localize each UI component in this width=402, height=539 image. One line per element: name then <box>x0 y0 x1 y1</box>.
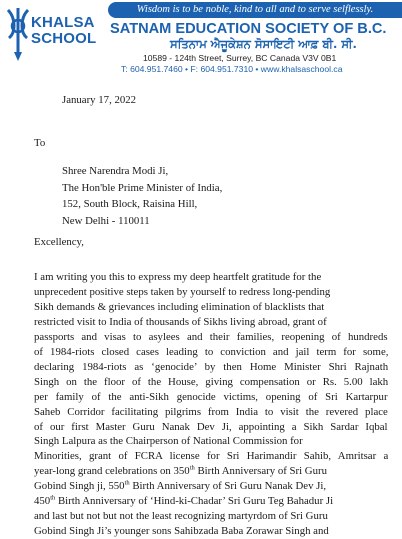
recipient-address <box>62 163 222 229</box>
body-text: Birth Anniversary of Sri Guru <box>194 465 327 478</box>
organization-address: 10589 - 124th Street, Surrey, BC Canada V3V 0B1 <box>143 53 337 63</box>
body-line <box>34 300 388 315</box>
body-line <box>34 420 388 435</box>
recipient-line: The Hon'ble Prime Minister of India, <box>62 181 223 194</box>
body-line <box>34 345 388 360</box>
motto-banner <box>108 2 402 18</box>
body-line <box>34 509 388 524</box>
body-line <box>34 464 388 479</box>
body-text: year-long grand celebrations on 350 <box>34 465 190 478</box>
body-line <box>34 449 388 464</box>
body-text: Birth Anniversary of Sri Guru Nanak Dev Ji, <box>129 480 327 493</box>
school-name-line1: KHALSA <box>31 14 95 31</box>
body-text: and last but not but not the least recognizing martyrdom of Sri Guru <box>34 510 328 523</box>
body-text: Saheb Corridor facilitating pilgrims from India to visit the revered place <box>34 405 388 418</box>
body-text: Singh on the floor of the House, giving compensation or Rs. 5.00 lakh <box>34 375 389 388</box>
body-text: 450 <box>34 495 51 508</box>
body-line <box>34 270 388 285</box>
organization-contact: T: 604.951.7460 • F: 604.951.7310 • www.khalsaschool.ca <box>121 64 343 74</box>
letter-date: January 17, 2022 <box>62 94 137 106</box>
body-line <box>34 479 388 494</box>
body-text: of 1984-riots closed cases leading to conviction and jail term for some, <box>34 345 389 358</box>
body-line <box>34 360 388 375</box>
motto-text: Wisdom is to be noble, kind to all and to serve selflessly. <box>136 4 374 15</box>
body-text: Minorities, grant of FCRA license for Sri Harimandir Sahib, Amritsar a <box>34 450 389 463</box>
ordinal-superscript: th <box>124 479 130 487</box>
body-text: passports and visas to asylees and their families, reopening of hundreds <box>34 330 388 343</box>
recipient-line: Shree Narendra Modi Ji, <box>62 165 169 177</box>
body-text: Sikh demands & grievances including elimination of blacklists that <box>34 300 325 313</box>
body-text: Birth Anniversary of ‘Hind-ki-Chadar’ Sri Guru Teg Bahadur Ji <box>55 495 334 508</box>
recipient-line: 152, South Block, Raisina Hill, <box>62 198 198 210</box>
body-line <box>34 524 388 539</box>
khanda-logo-icon <box>4 6 32 62</box>
body-line <box>34 390 388 405</box>
body-line <box>34 330 388 345</box>
letter-body-paragraph <box>34 270 388 539</box>
recipient-line: New Delhi - 110011 <box>62 214 150 227</box>
body-line <box>34 315 388 330</box>
school-name-line2: SCHOOL <box>31 30 97 47</box>
body-text: per family of the anti-Sikh genocide victims, opening of Sri Kartarpur <box>34 390 388 403</box>
body-line <box>34 405 388 420</box>
body-text: Gobind Singh Ji’s younger sons Sahibzada Baba Zorawar Singh and <box>34 525 329 538</box>
to-label: To <box>34 137 46 149</box>
body-text: Gobind Singh ji, 550 <box>34 480 125 493</box>
salutation: Excellency, <box>34 236 84 248</box>
body-line <box>34 285 388 300</box>
ordinal-superscript: th <box>50 494 56 502</box>
school-logo-text <box>31 15 96 47</box>
organization-name-punjabi: ਸਤਿਨਾਮ ਐਜੂਕੇਸ਼ਨ ਸੋਸਾਇਟੀ ਆਫ਼ ਬੀ. ਸੀ. <box>170 37 357 51</box>
ordinal-superscript: th <box>189 464 195 472</box>
body-line <box>34 494 388 509</box>
body-text: I am writing you this to express my deep heartfelt gratitude for the <box>34 271 322 283</box>
organization-name: SATNAM EDUCATION SOCIETY OF B.C. <box>110 21 387 37</box>
body-line <box>34 375 388 390</box>
body-text: declaring 1984-riots as ‘genocide’ by then Home Minister Shri Rajnath <box>34 360 389 373</box>
body-text: of our first Master Guru Nanak Dev Ji, appointing a Sikh Sardar Iqbal <box>34 420 388 433</box>
body-text: restricted visit to India of thousands of Sikhs living abroad, grant of <box>34 315 327 328</box>
body-text: Singh Lalpura as the Chairperson of National Commission for <box>34 435 303 448</box>
body-text: unprecedent positive steps taken by yourself to redress long-pending <box>34 285 331 298</box>
body-line <box>34 434 388 449</box>
